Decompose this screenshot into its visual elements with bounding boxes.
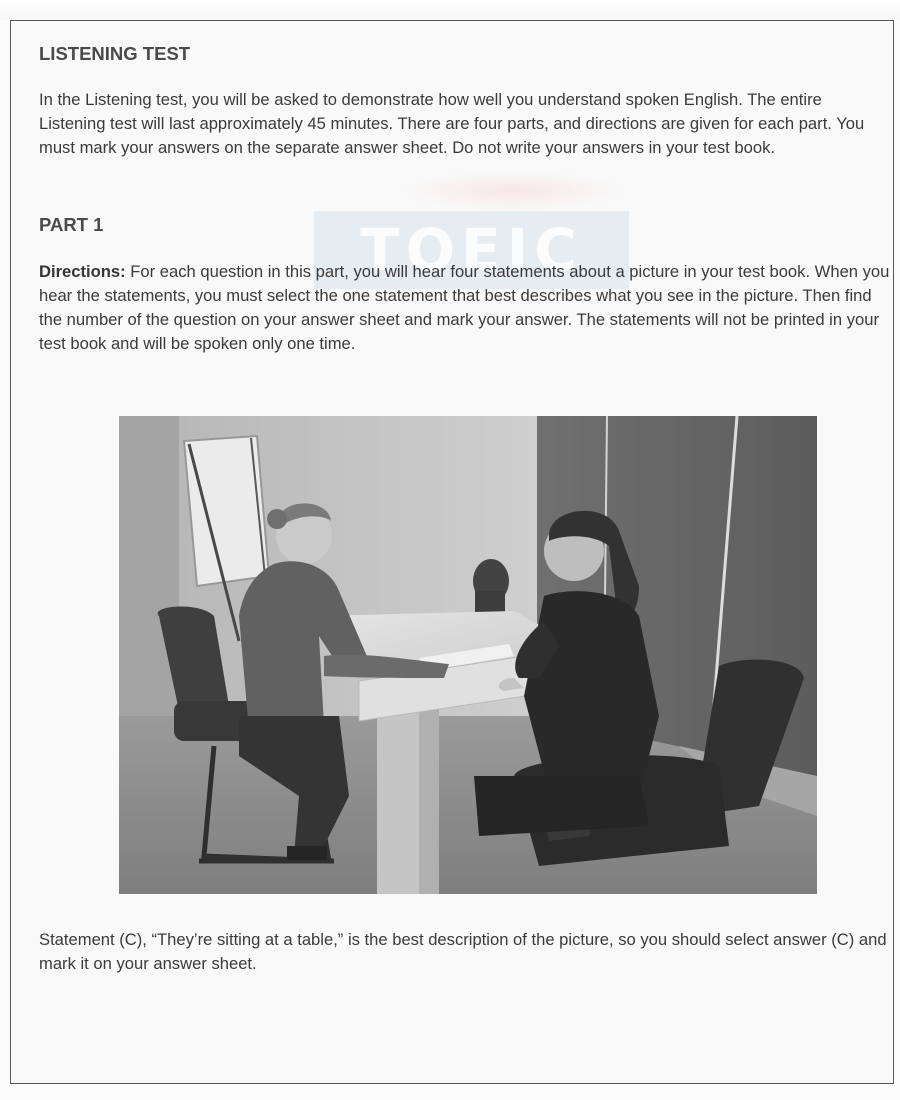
part-heading: PART 1 — [39, 214, 104, 235]
example-photo — [119, 416, 817, 894]
scan-edge — [0, 0, 900, 20]
watermark-logo: TOEIC — [314, 211, 629, 289]
directions-text: For each question in this part, you will hear four statements about a picture in your test book. When you hear the statements, you must select the one statement that best describes what you see in the picture. Then find the number of the question on your answer sheet and mark your answer. The statements will not be printed in your test book and will be spoken only one time. — [39, 262, 890, 353]
intro-paragraph: In the Listening test, you will be asked to demonstrate how well you understand spoken English. The entire Listening test will last approximately 45 minutes. There are four parts, and directions are given for each part. You must mark your answers on the separate answer sheet. Do not write your answers in your test book. — [39, 90, 865, 157]
watermark-logo-mark — [403, 171, 623, 211]
directions-paragraph — [39, 260, 891, 356]
statement-paragraph: Statement (C), “They’re sitting at a table,” is the best description of the picture, so you should select answer (C) and mark it on your answer sheet. — [39, 930, 887, 973]
office-meeting-illustration — [119, 416, 817, 894]
page-frame — [10, 20, 894, 1084]
directions-label: Directions: — [39, 262, 126, 281]
section-title: LISTENING TEST — [39, 43, 191, 64]
